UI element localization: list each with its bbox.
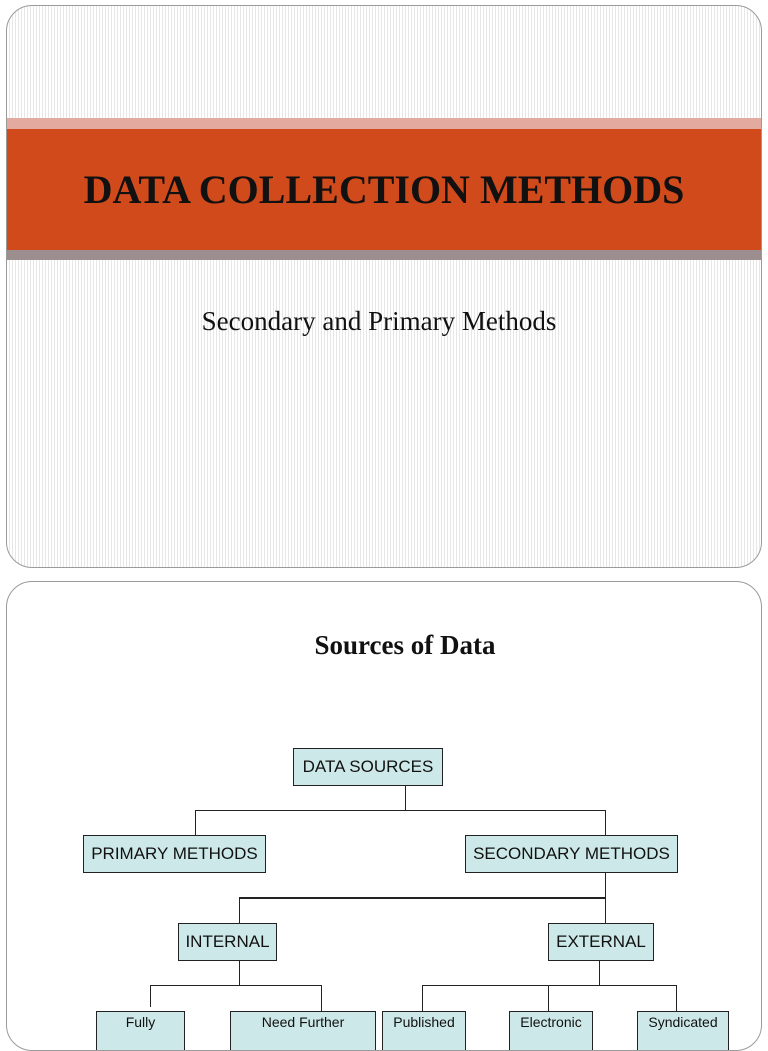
connector-line bbox=[195, 810, 196, 835]
node-internal-child: Fully bbox=[96, 1011, 185, 1051]
sources-slide bbox=[6, 581, 762, 1051]
slide-title: Sources of Data bbox=[314, 630, 496, 660]
node-external-child: Electronic bbox=[509, 1011, 593, 1051]
connector-line bbox=[422, 985, 423, 1011]
node-external-child: Published bbox=[382, 1011, 466, 1051]
node-internal: INTERNAL bbox=[178, 923, 277, 961]
connector-line bbox=[150, 985, 151, 1007]
connector-line bbox=[321, 985, 322, 1011]
connector-line bbox=[195, 810, 606, 811]
accent-band-bottom bbox=[7, 250, 761, 260]
connector-line bbox=[239, 961, 240, 985]
node-external-child: Syndicated bbox=[637, 1011, 729, 1051]
title-slide bbox=[6, 5, 762, 568]
connector-line bbox=[150, 985, 322, 986]
connector-line bbox=[239, 897, 240, 923]
node-internal-child: Need Further bbox=[230, 1011, 376, 1051]
connector-line bbox=[599, 961, 600, 985]
connector-line bbox=[676, 985, 677, 1011]
connector-line bbox=[405, 786, 406, 810]
node-data-sources: DATA SOURCES bbox=[293, 748, 443, 786]
node-external: EXTERNAL bbox=[548, 923, 654, 961]
connector-line bbox=[422, 985, 677, 986]
slide-title: DATA COLLECTION METHODS bbox=[83, 167, 685, 212]
connector-line bbox=[605, 810, 606, 835]
node-secondary-methods: SECONDARY METHODS bbox=[465, 835, 678, 873]
connector-line bbox=[548, 985, 549, 1011]
node-primary-methods: PRIMARY METHODS bbox=[83, 835, 266, 873]
connector-line bbox=[239, 897, 606, 899]
slide-subtitle: Secondary and Primary Methods bbox=[201, 306, 557, 336]
accent-band-top bbox=[7, 118, 761, 129]
title-band bbox=[7, 129, 761, 250]
